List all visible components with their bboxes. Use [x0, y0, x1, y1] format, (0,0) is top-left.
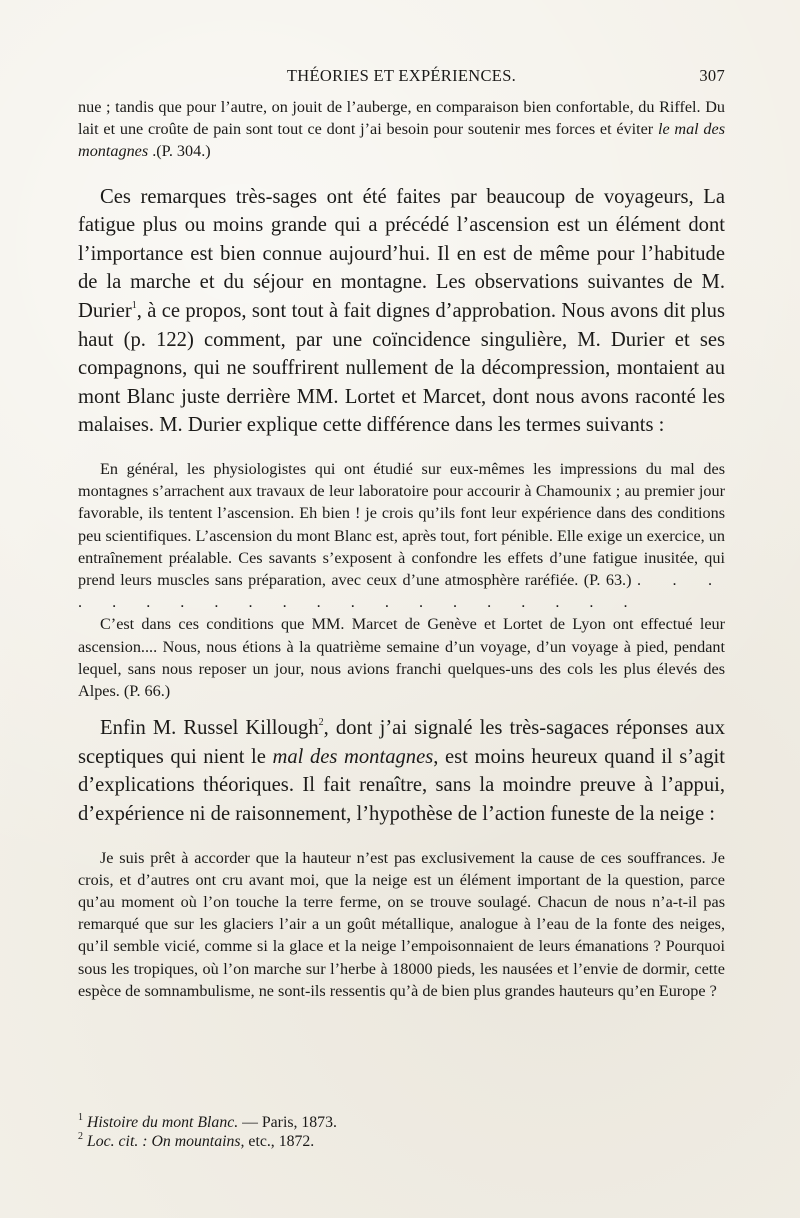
paragraph-durier [78, 183, 725, 440]
block-quote-killough [78, 847, 725, 1002]
footnote-2-detail: etc., 1872. [244, 1133, 315, 1150]
paragraph-killough-text-mid: , dont j’ai signalé les très-sagaces réponses aux sceptiques qui nient le [78, 717, 725, 768]
block-quote-durier-1-text: En général, les physiologistes qui ont étudié sur eux-mêmes les impressions du mal des montagnes s’arrachent aux travaux de leur laboratoire pour accourir à Chamounix ; au premier jour favorable, ils tentent l’ascension. Eh bien ! je crois qu’ils font leur expérience dans des conditions peu scientifiques. L’ascension du mont Blanc est, après tout, fort pénible. Elle exige un exercice, un entraînement préalable. Ces savants s’exposent à confondre les effets d’une fatigue inusitée, qui prend leurs muscles sans préparation, avec ceux d’une atmosphère raréfiée. (P. 63.) [78, 459, 725, 589]
ellipsis-dots: . . . . . . . . . . . . . . . . . . . . [78, 570, 725, 612]
paragraph-durier-text-end: , à ce propos, sont tout à fait dignes d’approbation. Nous avons dit plus haut (p. 122) comment, par une coïncidence singulière, M. Durier et ses compagnons, qui ne souffrirent nullement de la décompression, montaient au mont Blanc juste derrière MM. Lortet et Marcet, dont nous avons raconté les malaises. M. Durier explique cette différence dans les termes suivants : [78, 299, 725, 437]
carryover-text-start: nue ; tandis que pour l’autre, on jouit de l’auberge, en comparaison bien confortable, du Riffel. Du lait et une croûte de pain sont tout ce dont j’ai besoin pour soutenir mes forces et éviter [78, 98, 725, 139]
footnote-ref-1[interactable]: 1 [131, 300, 137, 312]
footnote-2 [78, 1132, 725, 1151]
carryover-citation: .(P. 304.) [148, 142, 211, 161]
block-quote-durier-1 [78, 458, 725, 613]
page-body [78, 96, 725, 1002]
block-quote-durier-2 [78, 613, 725, 702]
footnote-2-title: Loc. cit. : On mountains, [86, 1133, 245, 1150]
paragraph-killough-italic-term: mal des montagnes [272, 745, 434, 768]
footnote-ref-2[interactable]: 2 [318, 717, 324, 729]
running-header [78, 66, 725, 88]
footnote-1-title: Histoire du mont Blanc. [86, 1114, 239, 1131]
block-quote-durier-2-text: C’est dans ces conditions que MM. Marcet de Genève et Lortet de Lyon ont effectué leur ascension.... Nous, nous étions à la quatrième semaine d’un voyage, d’un voyage à pied, pendant lequel, sans nous reposer un jour, nous avions franchi quelques-uns des cols les plus élevés des Alpes. (P. 66.) [78, 615, 725, 700]
page-number: 307 [699, 66, 725, 85]
carryover-quote [78, 96, 725, 163]
running-title: THÉORIES ET EXPÉRIENCES. [286, 66, 517, 85]
footnote-1 [78, 1113, 725, 1132]
footnote-1-mark: 1 [78, 1111, 83, 1123]
paragraph-durier-text-start: Ces remarques très-sages ont été faites par beaucoup de voyageurs, La fatigue plus ou moins grande qui a précédé l’ascension est un élément dont l’importance est bien connue aujourd’hui. Il en est de même pour l’habitude de la marche et du séjour en montagne. Les observations suivantes de M. Durier [78, 185, 725, 322]
footnotes [78, 1113, 725, 1151]
block-quote-killough-text: Je suis prêt à accorder que la hauteur n’est pas exclusivement la cause de ces souffrances. Je crois, et d’autres ont cru avant moi, que la neige est un élément important de la question, parce qu’au moment où l’on touche la terre ferme, on se trouve soulagé. Chacun de nous n’a-t-il pas remarqué que sur les glaciers l’air a un goût métallique, analogue à l’eau de la fonte des neiges, qu’il semble vicié, comme si la glace et la neige l’empoisonnaient de leurs émanations ? Pourquoi sous les tropiques, où l’on marche sur l’herbe à 18000 pieds, les nausées et l’envie de dormir, cette espèce de somnambulisme, ne sont-ils ressentis qu’à de bien plus grandes hauteurs qu’en Europe ? [78, 848, 725, 1000]
paragraph-killough-text-end: , est moins heureux quand il s’agit d’explications théoriques. Il fait renaître, sans la moindre preuve à l’appui, d’expérience ni de raisonnement, l’hypothèse de l’action funeste de la neige : [78, 745, 725, 825]
paragraph-killough [78, 714, 725, 828]
paragraph-killough-text-start: Enfin M. Russel Killough [100, 717, 319, 740]
footnote-1-detail: — Paris, 1873. [238, 1114, 337, 1131]
footnote-2-mark: 2 [78, 1130, 83, 1142]
carryover-italic-term: le mal des montagnes [78, 120, 725, 161]
